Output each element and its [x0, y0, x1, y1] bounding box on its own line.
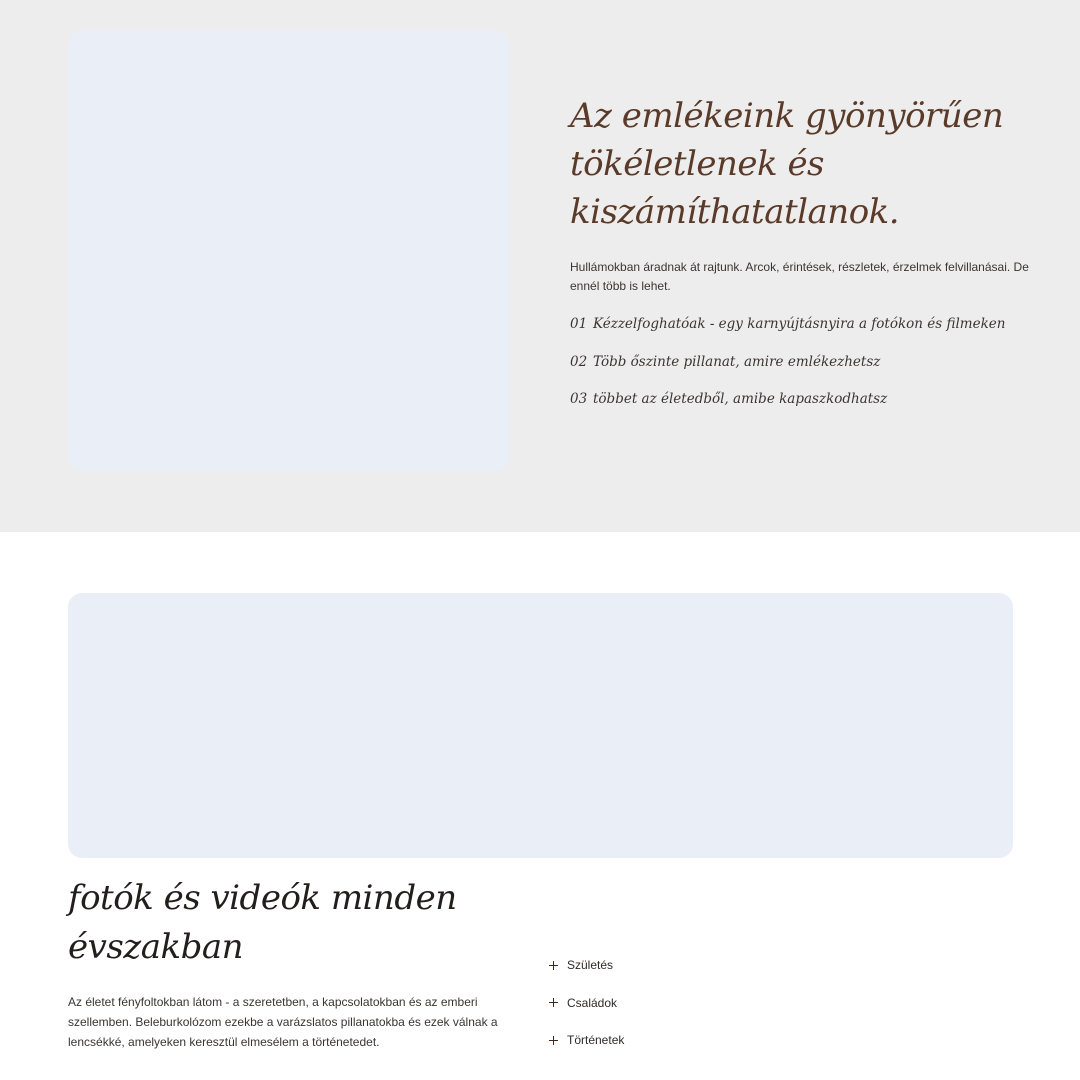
memories-headline: Az emlékeink gyönyörűen tökéletlenek és kiszámíthatatlanok. [570, 96, 1004, 232]
feature-number: 03 [570, 391, 588, 407]
seasons-title: fotók és videók minden évszakban [68, 878, 457, 967]
category-label: Születés [567, 958, 614, 972]
seasons-image-placeholder [68, 593, 1013, 858]
feature-item [570, 314, 1050, 352]
category-label: Történetek [567, 1033, 625, 1047]
category-item-families[interactable] [549, 993, 624, 1031]
feature-item [570, 352, 1050, 390]
feature-item [570, 389, 1050, 427]
feature-list [570, 314, 1050, 427]
plus-icon [549, 993, 559, 1013]
memories-intro: Hullámokban áradnak át rajtunk. Arcok, érintések, részletek, érzelmek felvillanásai. De ennél több is lehet. [570, 260, 1029, 293]
plus-icon [549, 955, 559, 975]
category-list [549, 955, 624, 1068]
plus-icon [549, 1030, 559, 1050]
category-item-birth[interactable] [549, 955, 624, 993]
feature-number: 01 [570, 316, 588, 332]
category-item-stories[interactable] [549, 1030, 624, 1068]
feature-text: Több őszinte pillanat, amire emlékezhetsz [593, 353, 881, 370]
seasons-description: Az életet fényfoltokban látom - a szeretetben, a kapcsolatokban és az emberi szellemben. Beleburkolózom ezekbe a varázslatos pillanatokba és ezek válnak a lencsékké, amelyeken keresztül elmesélem a történetedet. [68, 995, 498, 1049]
memories-section [0, 0, 1080, 532]
feature-text: többet az életedből, amibe kapaszkodhatsz [593, 391, 888, 407]
feature-text: Kézzelfoghatóak - egy karnyújtásnyira a fotókon és filmeken [593, 316, 1006, 332]
feature-number: 02 [570, 353, 588, 370]
category-label: Családok [567, 995, 618, 1010]
memories-image-placeholder [68, 30, 509, 471]
